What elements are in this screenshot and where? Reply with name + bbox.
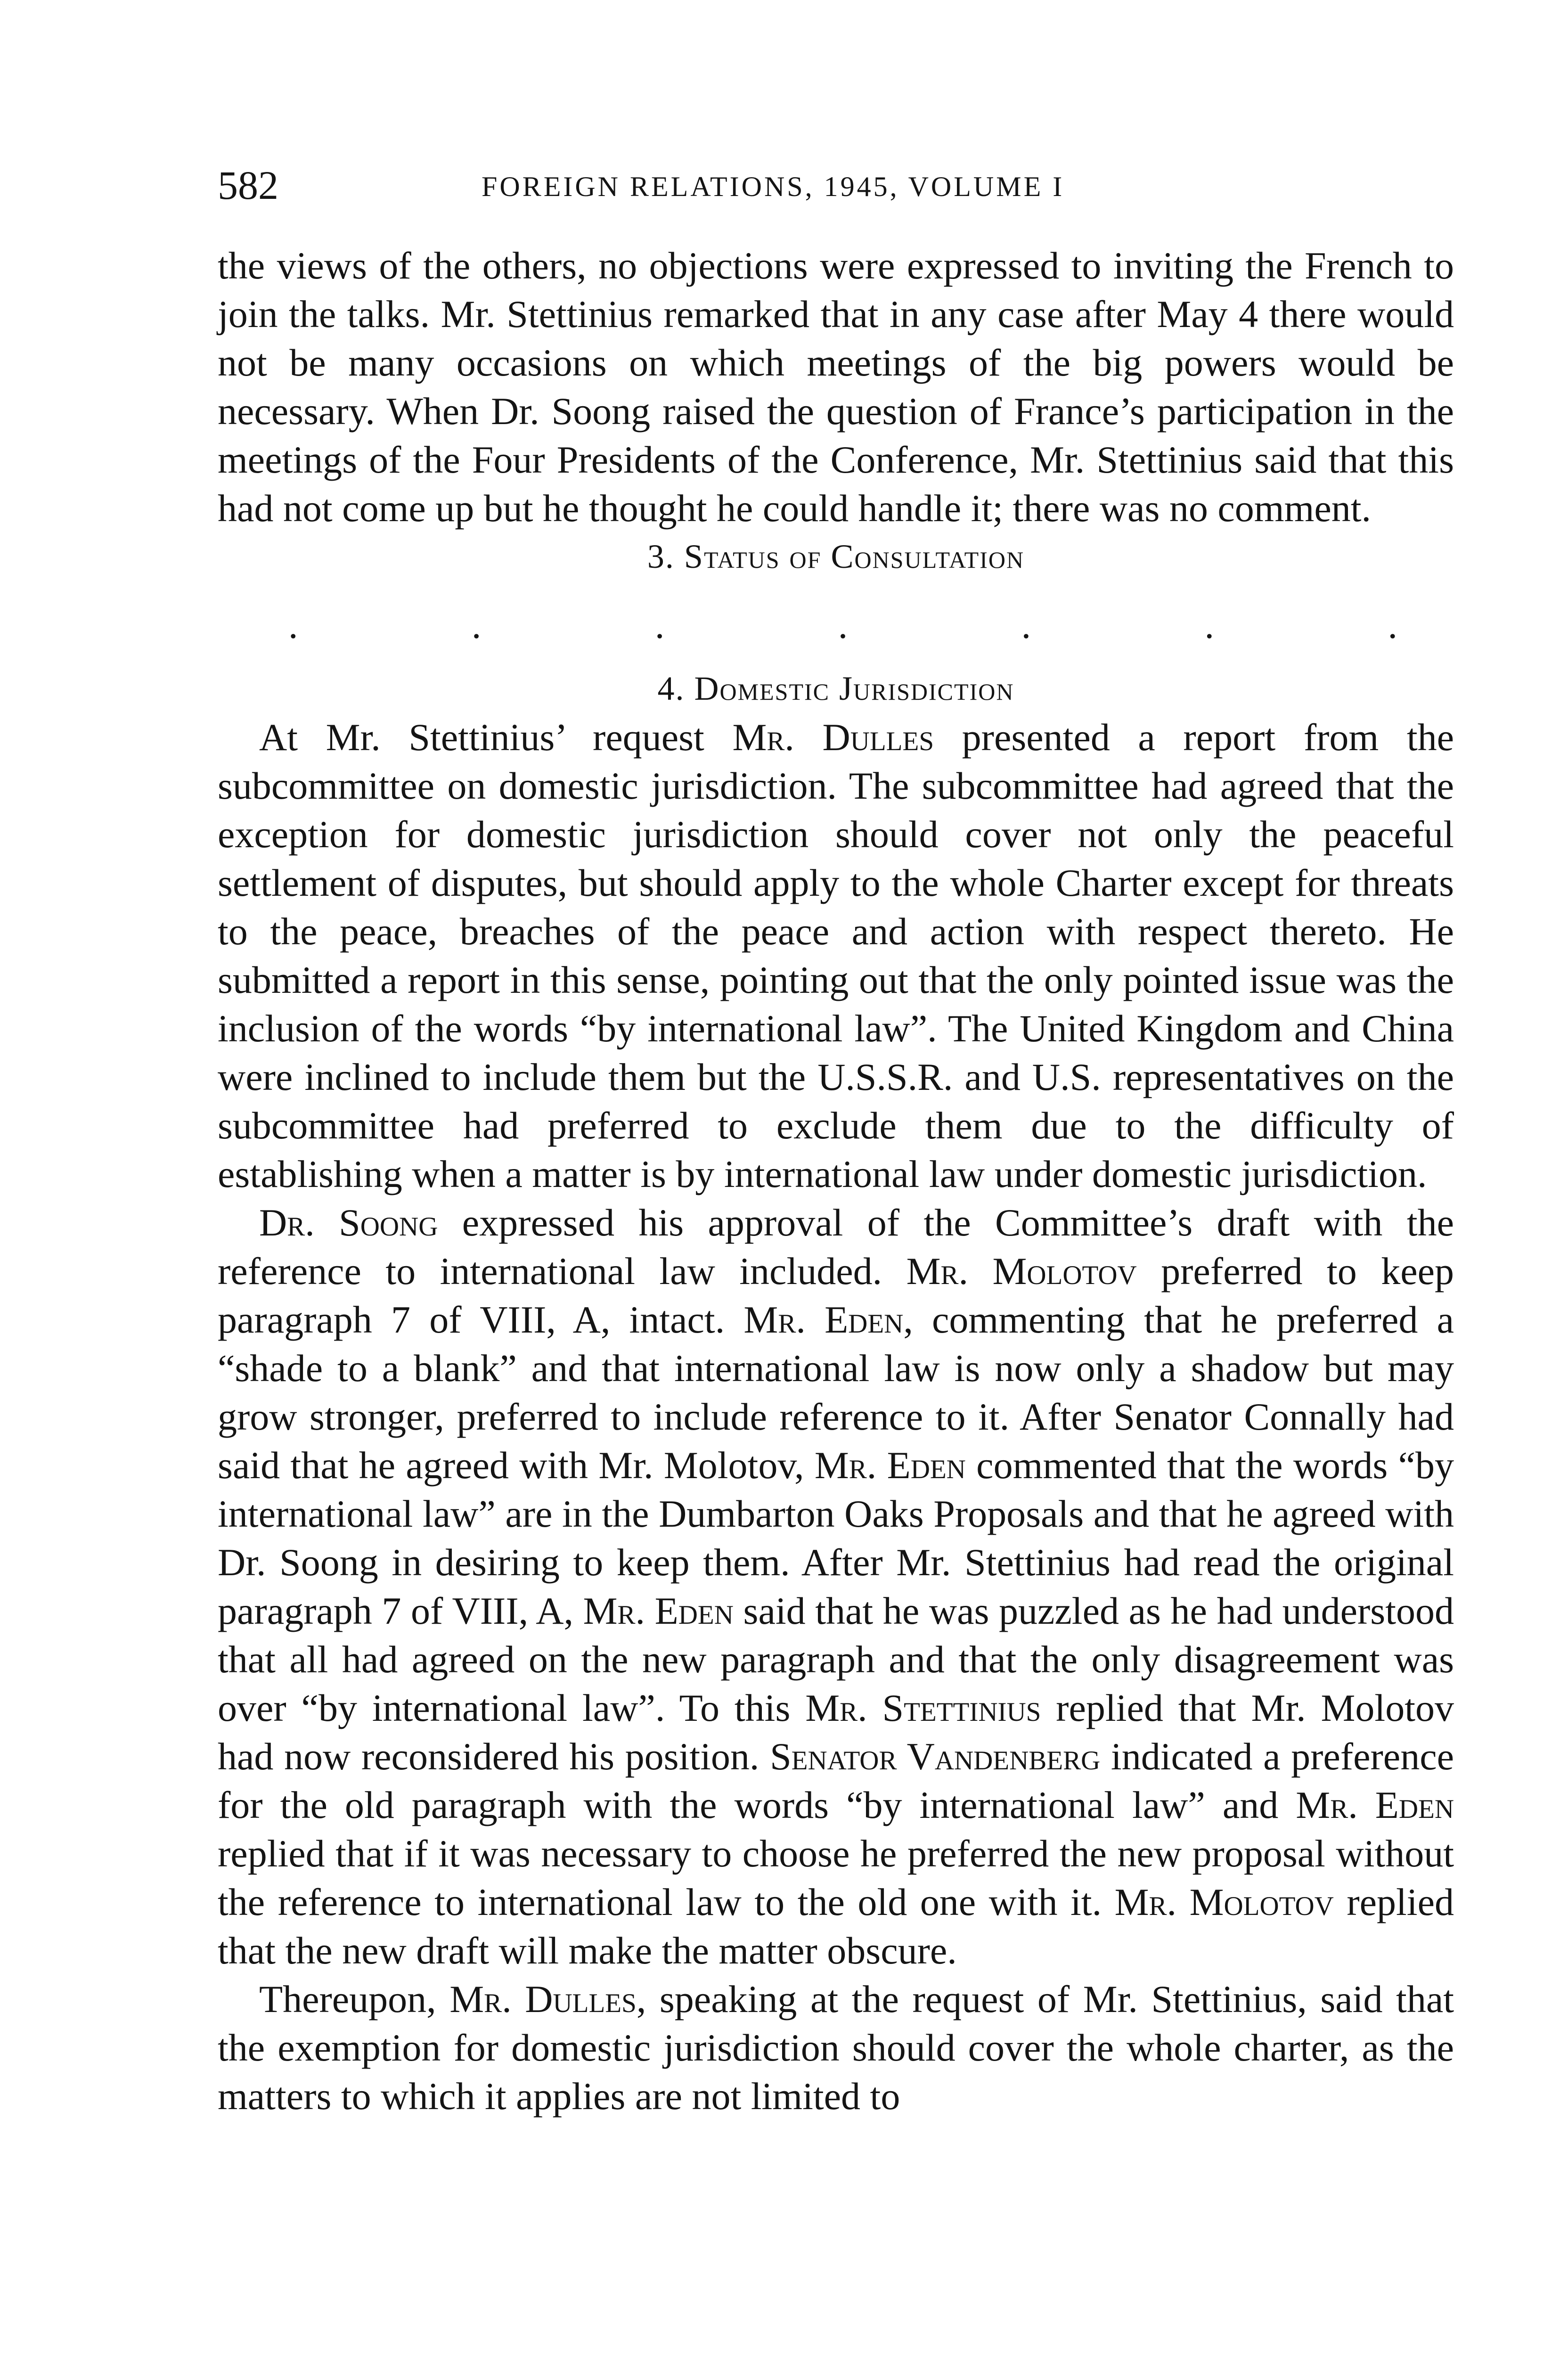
page-number: 582: [218, 163, 278, 208]
omission-marks: [218, 601, 1454, 649]
text-run: At Mr. Stettinius’ request: [259, 716, 733, 759]
speaker-name: Mr. Molotov: [906, 1250, 1137, 1293]
section-heading-status-of-consultation: 3. Status of Consultation: [647, 538, 1025, 575]
omission-dot: .: [1204, 604, 1215, 646]
body-text: [218, 241, 1454, 2120]
speaker-name: Mr. Eden: [743, 1298, 904, 1341]
omission-dot: .: [471, 604, 482, 646]
omission-dot: .: [288, 604, 298, 646]
omission-dot: .: [1021, 604, 1031, 646]
text-run: replied that if it was necessary to choose he preferred the new proposal without the reference to international law to the old one with it.: [218, 1832, 1454, 1923]
paragraph-dulles-exemption: [218, 1975, 1454, 2120]
speaker-name: Mr. Dulles: [732, 716, 934, 759]
text-run: , commenting that he preferred a “shade to a blank” and that international law is now only a shadow but may grow stronger, preferred to include reference to it. After Senator Connally had said that he agreed with Mr. Molotov,: [218, 1298, 1454, 1487]
section-heading-domestic-jurisdiction: 4. Domestic Jurisdiction: [657, 670, 1014, 707]
text-run: expressed his approval of the Committee’s draft with the reference to international law included.: [218, 1201, 1454, 1293]
speaker-name: Mr. Eden: [814, 1444, 966, 1487]
paragraph-continuation: the views of the others, no objections were expressed to inviting the French to join the talks. Mr. Stettinius remarked that in any case after May 4 there would not be many occasions on which meetings of the big powers would be necessary. When Dr. Soong raised the question of France’s participation in the meetings of the Four Presidents of the Conference, Mr. Stettinius said that this had not come up but he thought he could handle it; there was no comment.: [218, 244, 1454, 530]
paragraph-discussion: [218, 1198, 1454, 1975]
text-run: presented a report from the subcommittee on domestic jurisdiction. The subcommittee had agreed that the exception for domestic jurisdiction should cover not only the peaceful settlement of disputes, but should apply to the whole Charter except for threats to the peace, breaches of the peace and action with respect thereto. He submitted a report in this sense, pointing out that the only pointed issue was the inclusion of the words “by international law”. The United Kingdom and China were inclined to include them but the U.S.S.R. and U.S. representatives on the subcommittee had preferred to exclude them due to the difficulty of establishing when a matter is by international law under domestic jurisdiction.: [218, 716, 1454, 1195]
text-run: preferred to keep paragraph 7 of VIII, A, intact.: [218, 1250, 1454, 1341]
text-run: commented that the words “by international law” are in the Dumbarton Oaks Proposals and that he agreed with Dr. Soong in desiring to keep them. After Mr. Stettinius had read the original paragraph 7 of VIII, A,: [218, 1444, 1454, 1632]
speaker-name: Mr. Stettinius: [805, 1686, 1041, 1729]
speaker-name: Senator Vandenberg: [770, 1735, 1101, 1778]
omission-dot: .: [1388, 604, 1397, 646]
omission-dot: .: [654, 604, 665, 646]
speaker-name: Mr. Eden: [583, 1589, 734, 1632]
speaker-name: Dr. Soong: [259, 1201, 438, 1244]
text-run: replied that the new draft will make the matter obscure.: [218, 1881, 1454, 1972]
text-run: indicated a preference for the old paragraph with the words “by international law” and: [218, 1735, 1454, 1826]
text-run: , speaking at the request of Mr. Stettinius, said that the exemption for domestic jurisdiction should cover the whole charter, as the matters to which it applies are not limited to: [218, 1978, 1454, 2118]
text-run: Thereupon,: [259, 1978, 450, 2021]
text-run: replied that Mr. Molotov had now reconsidered his position.: [218, 1686, 1454, 1778]
omission-dot: .: [838, 604, 848, 646]
text-run: said that he was puzzled as he had understood that all had agreed on the new paragraph and that the only disagreement was over “by international law”. To this: [218, 1589, 1454, 1729]
speaker-name: Mr. Molotov: [1114, 1881, 1334, 1923]
speaker-name: Mr. Dulles: [449, 1978, 637, 2021]
speaker-name: Mr. Eden: [1296, 1783, 1454, 1826]
running-title: FOREIGN RELATIONS, 1945, VOLUME I: [482, 171, 1065, 202]
paragraph-dulles-report: [218, 713, 1454, 1198]
running-header: [218, 159, 1454, 211]
